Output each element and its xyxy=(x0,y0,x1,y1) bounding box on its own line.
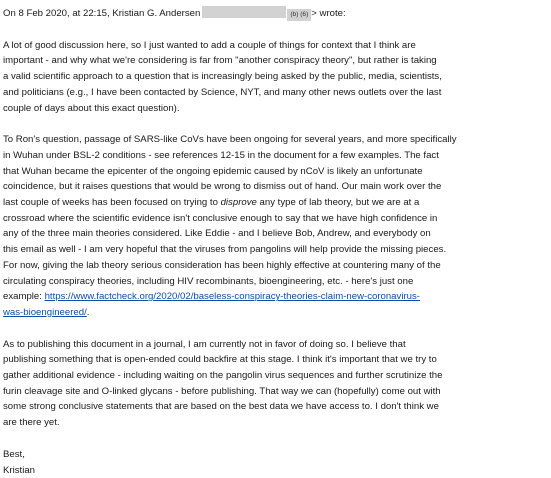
text-line: some strong conclusive statements that are based on the best data we have access to. I don't think we xyxy=(3,401,439,413)
factcheck-link-continued[interactable]: was-bioengineered/ xyxy=(3,306,87,318)
line-fragment: any type of lab theory, but we are at a xyxy=(256,197,420,209)
text-line xyxy=(3,289,548,305)
text-line: important - and why what we're considering is far from "another conspiracy theory", but rather is taking xyxy=(3,55,437,67)
email-quote-header xyxy=(3,6,548,22)
text-line: any of the three main theories considered. Like Eddie - and I believe Bob, Andrew, and everybody on xyxy=(3,228,431,240)
line-fragment: last couple of weeks has been focused on trying to xyxy=(3,197,221,209)
email-body xyxy=(3,6,548,478)
text-line: For now, giving the lab theory serious consideration has been highly effective at countering many of the xyxy=(3,259,441,271)
text-line xyxy=(3,195,548,211)
paragraph-context xyxy=(3,38,548,117)
text-line: that Wuhan became the epicenter of the ongoing epidemic caused by nCoV is likely an unfortunate xyxy=(3,165,423,177)
signoff xyxy=(3,447,548,478)
text-line: furin cleavage site and O-linked glycans - before publishing. That way we can (hopefully) come out with xyxy=(3,385,441,397)
spacer xyxy=(3,431,548,447)
text-line: As to publishing this document in a journal, I am currently not in favor of doing so. I believe that xyxy=(3,338,406,350)
spacer xyxy=(3,321,548,337)
text-line: crossroad where the scientific evidence isn't conclusive enough to say that we have high confidence in xyxy=(3,212,438,224)
foia-redaction-code: (b) (6) xyxy=(287,9,311,21)
emphasized-word: disprove xyxy=(220,197,257,209)
text-line: publishing something that is open-ended could backfire at this stage. I think it's important that we try to xyxy=(3,354,437,366)
paragraph-rons-question xyxy=(3,132,548,320)
line-fragment: . xyxy=(86,306,90,318)
text-line: circulating conspiracy theories, including HIV recombinants, bioengineering, etc. - here's just one xyxy=(3,275,414,287)
paragraph-publishing xyxy=(3,337,548,431)
text-line: and politicians (e.g., I have been contacted by Science, NYT, and many other news outlets over the last xyxy=(3,86,442,98)
header-suffix: > wrote: xyxy=(311,8,346,19)
closing: Best, xyxy=(3,448,25,460)
text-line: in Wuhan under BSL-2 conditions - see references 12-15 in the document for a few examples. The fact xyxy=(3,149,439,161)
spacer xyxy=(3,116,548,132)
factcheck-link[interactable]: https://www.factcheck.org/2020/02/baseless-conspiracy-theories-claim-new-coronavirus- xyxy=(44,291,420,303)
text-line: couple of days about this exact question). xyxy=(3,102,180,114)
header-prefix: On 8 Feb 2020, at 22:15, Kristian G. Andersen xyxy=(3,8,201,19)
redacted-email-address xyxy=(202,6,286,18)
text-line: are there yet. xyxy=(3,417,60,429)
text-line: a valid scientific approach to a question that is increasingly being asked by the public, media, scientists, xyxy=(3,71,442,83)
text-line: this email as well - I am very hopeful that the viruses from pangolins will help provide the missing pieces. xyxy=(3,244,447,256)
spacer xyxy=(3,22,548,38)
text-line: coincidence, but it raises questions that would be wrong to dismiss out of hand. Our main work over the xyxy=(3,181,442,193)
text-line xyxy=(3,305,548,321)
line-fragment: example: xyxy=(3,291,45,303)
signature-name: Kristian xyxy=(3,464,35,476)
text-line: gather additional evidence - including waiting on the pangolin virus sequences and further scrutinize the xyxy=(3,370,443,382)
text-line: A lot of good discussion here, so I just wanted to add a couple of things for context that I think are xyxy=(3,39,416,51)
text-line: To Ron's question, passage of SARS-like CoVs have been ongoing for several years, and more specifically xyxy=(3,134,457,146)
